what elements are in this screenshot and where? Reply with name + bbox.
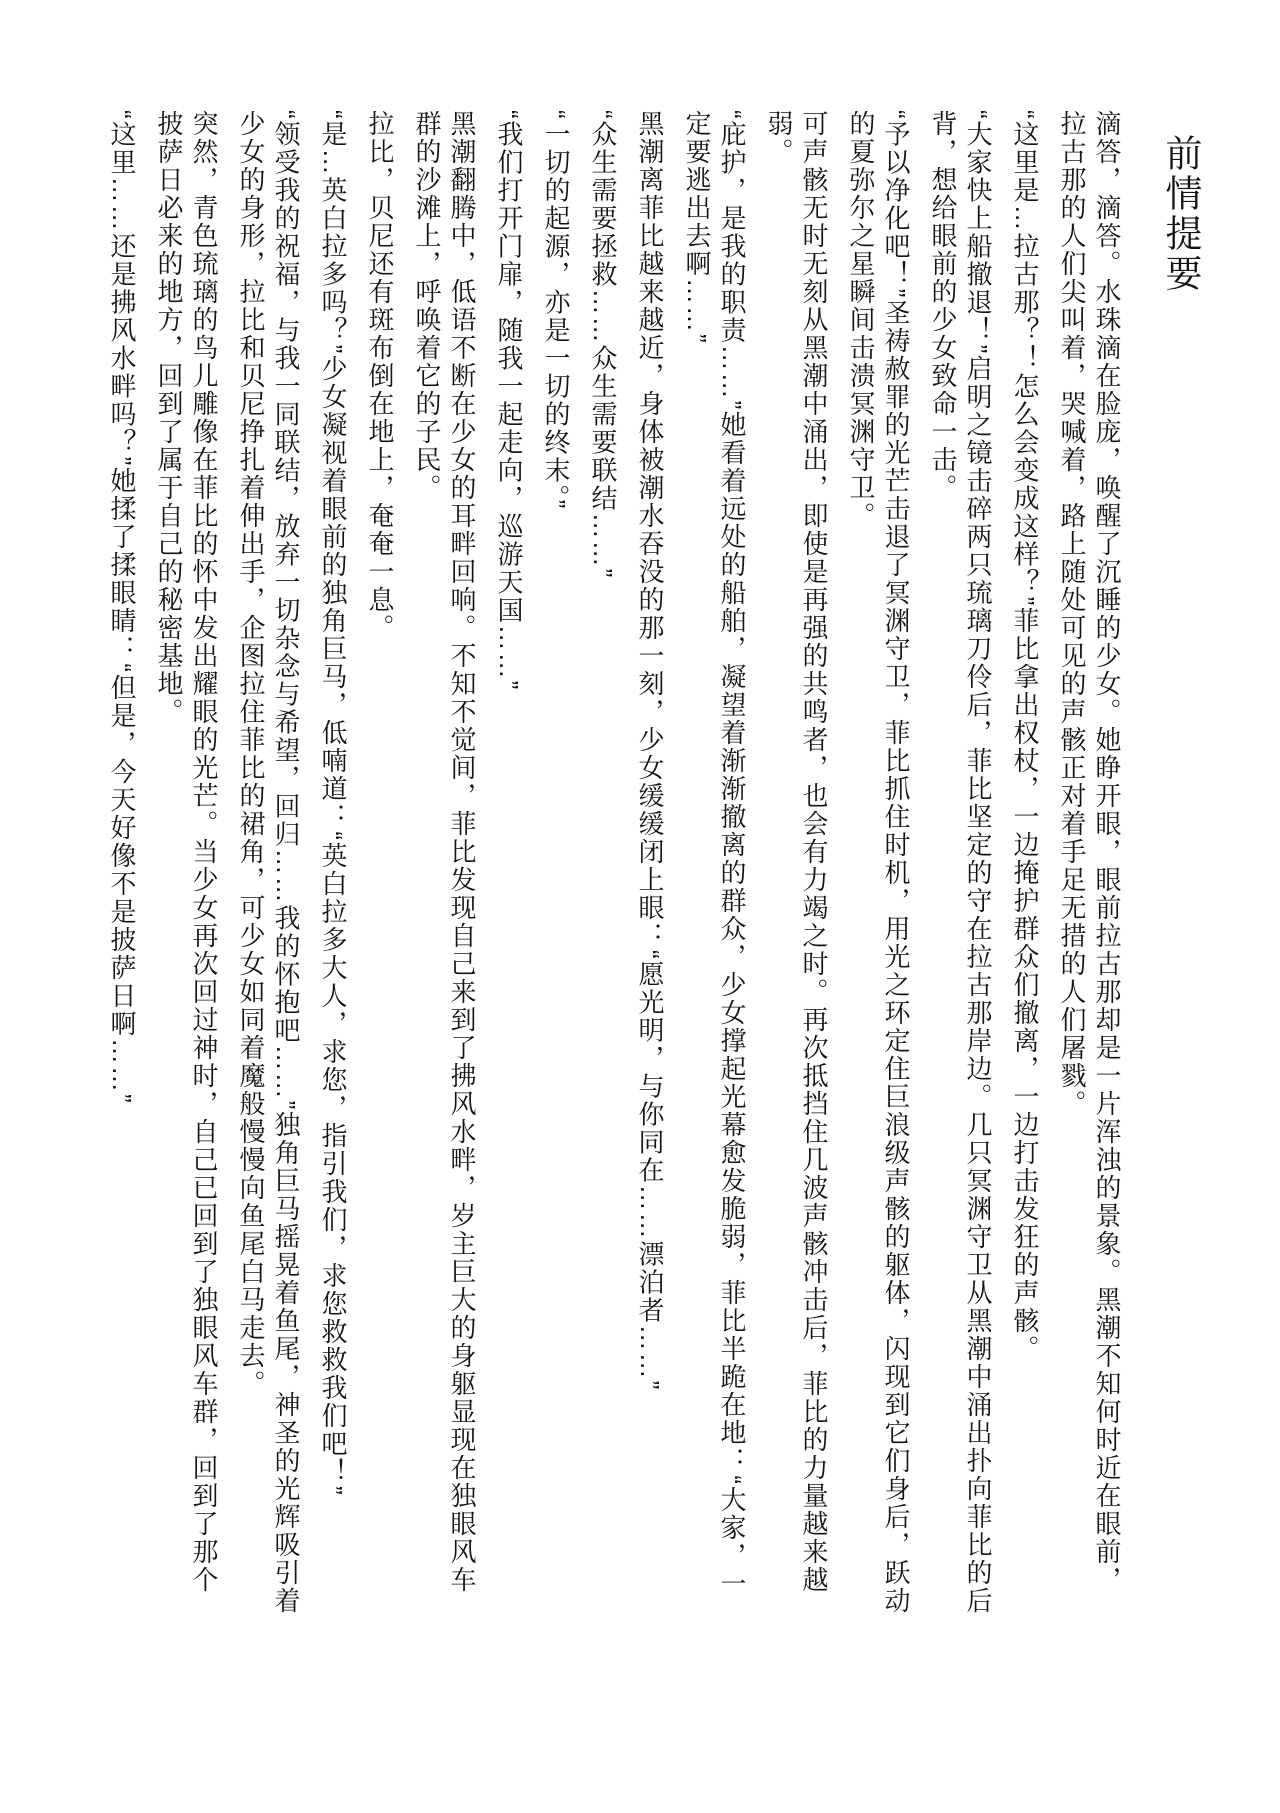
- recap-paragraph: “大家快上船撤退！”启明之镜击碎两只琉璃刀伶后，菲比坚定的守在拉古那岸边。几只冥渊守卫从黑潮中涌出扑向菲比的后背，想给眼前的少女致命一击。: [928, 110, 993, 1616]
- recap-page: [92, 110, 1202, 1620]
- recap-paragraph: 黑潮翻腾中，低语不断在少女的耳畔回响。不知不觉间，菲比发现自己来到了拂风水畔，岁主巨大的身躯显现在独眼风车群的沙滩上，呼唤着它的子民。: [412, 110, 477, 1594]
- recap-paragraph: 黑潮离菲比越来越近，身体被潮水吞没的那一刻，少女缓缓闭上眼：“愿光明，与你同在……漂泊者……”: [635, 110, 665, 1392]
- recap-paragraph: “是…英白拉多吗？”少女凝视着眼前的独角巨马，低喃道：“英白拉多大人，求您，指引我们，求您救救我们吧！”: [318, 110, 348, 1497]
- recap-paragraph: “庇护，是我的职责……”她看着远处的船舶，凝望着渐渐撤离的群众，少女撑起光幕愈发脆弱，菲比半跪在地：“大家，一定要逃出去啊……”: [682, 110, 747, 1598]
- recap-paragraph: 拉比，贝尼还有斑布倒在地上，奄奄一息。: [365, 110, 395, 642]
- page-title: 前情提要: [1160, 134, 1201, 294]
- recap-body: [104, 110, 1124, 1620]
- recap-paragraph: “众生需要拯救……众生需要联结……”: [588, 110, 618, 580]
- recap-paragraph: “我们打开门扉，随我一起走向，巡游天国……”: [494, 110, 524, 692]
- recap-paragraph: “领受我的祝福，与我一同联结，放弃一切杂念与希望，回归……我的怀抱吧……”独角巨马摇晃着鱼尾，神圣的光辉吸引着少女的身形，拉比和贝尼挣扎着伸出手，企图拉住菲比的裙角，可少女如同着魔般慢慢向鱼尾白马走去。: [236, 110, 301, 1616]
- recap-paragraph: “予以净化吧！”圣祷赦罪的光芒击退了冥渊守卫，菲比抓住时机，用光之环定住巨浪级声骸的躯体，闪现到它们身后，跃动的夏弥尔之星瞬间击溃冥渊守卫。: [846, 110, 911, 1616]
- recap-paragraph: “一切的起源，亦是一切的终末。”: [541, 110, 571, 511]
- recap-paragraph: 突然，青色琉璃的鸟儿雕像在菲比的怀中发出耀眼的光芒。当少女再次回过神时，自己已回到了独眼风车群，回到了那个披萨日必来的地方，回到了属于自己的秘密基地。: [154, 110, 219, 1594]
- recap-paragraph: 可声骸无时无刻从黑潮中涌出，即使是再强的共鸣者，也会有力竭之时。再次抵挡住几波声骸冲击后，菲比的力量越来越弱。: [764, 110, 829, 1594]
- recap-paragraph: “这里是…拉古那？！怎么会变成这样？”菲比拿出权杖，一边掩护群众们撤离，一边打击发狂的声骸。: [1010, 110, 1040, 1364]
- recap-paragraph: “这里……还是拂风水畔吗？”她揉了揉眼睛：“但是，今天好像不是披萨日啊……”: [107, 110, 137, 1105]
- recap-paragraph: 滴答，滴答。水珠滴在脸庞，唤醒了沉睡的少女。她睁开眼，眼前拉古那却是一片浑浊的景象。黑潮不知何时近在眼前，拉古那的人们尖叫着，哭喊着，路上随处可见的声骸正对着手足无措的人们屠戮。: [1057, 110, 1122, 1594]
